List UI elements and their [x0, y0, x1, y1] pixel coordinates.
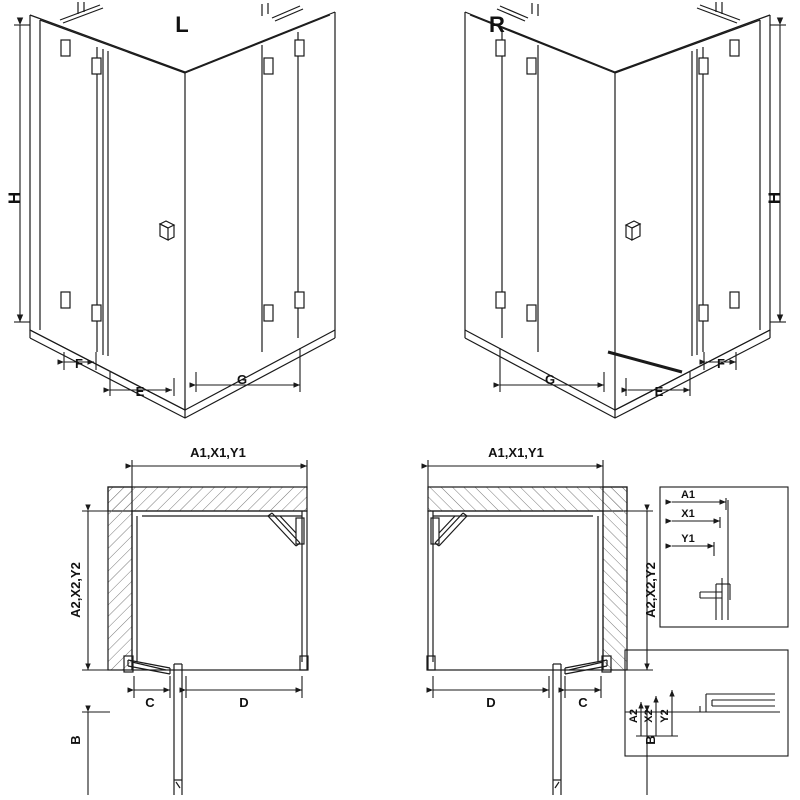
label-y1-detail: Y1 — [681, 533, 695, 545]
label-c-right: C — [578, 695, 588, 710]
label-g-right: G — [544, 372, 556, 387]
label-d-right: D — [486, 695, 496, 710]
label-b-right: B — [643, 735, 658, 745]
label-handing-right: R — [489, 12, 505, 37]
label-d-left: D — [239, 695, 249, 710]
dimensions-bottom-left-3d — [64, 348, 300, 396]
label-e-right: E — [654, 384, 664, 399]
label-e-left: E — [135, 384, 145, 399]
label-a2-detail: A2 — [628, 708, 640, 724]
label-height-right: H — [765, 191, 784, 205]
label-a1-detail: A1 — [680, 489, 696, 501]
label-b-left: B — [68, 735, 83, 745]
dimension-height-right — [770, 25, 786, 322]
label-y2-detail: Y2 — [659, 709, 671, 723]
dimension-height-left — [14, 25, 30, 322]
label-f-left: F — [75, 356, 83, 371]
label-f-right: F — [717, 356, 725, 371]
detail-horizontal — [660, 487, 788, 627]
label-a1x1y1-left: A1,X1,Y1 — [190, 445, 246, 460]
view-plan-right — [427, 487, 627, 795]
label-a1x1y1-right: A1,X1,Y1 — [488, 445, 544, 460]
label-a2x2y2-right: A2,X2,Y2 — [643, 562, 658, 618]
label-x1-detail: X1 — [681, 508, 695, 520]
label-g-left: G — [236, 372, 248, 387]
view-plan-left — [108, 487, 308, 795]
label-height-left: H — [5, 191, 24, 205]
label-x2-detail: X2 — [643, 709, 655, 723]
label-a2x2y2-left: A2,X2,Y2 — [68, 562, 83, 618]
label-handing-left: L — [175, 12, 189, 37]
label-c-left: C — [145, 695, 155, 710]
